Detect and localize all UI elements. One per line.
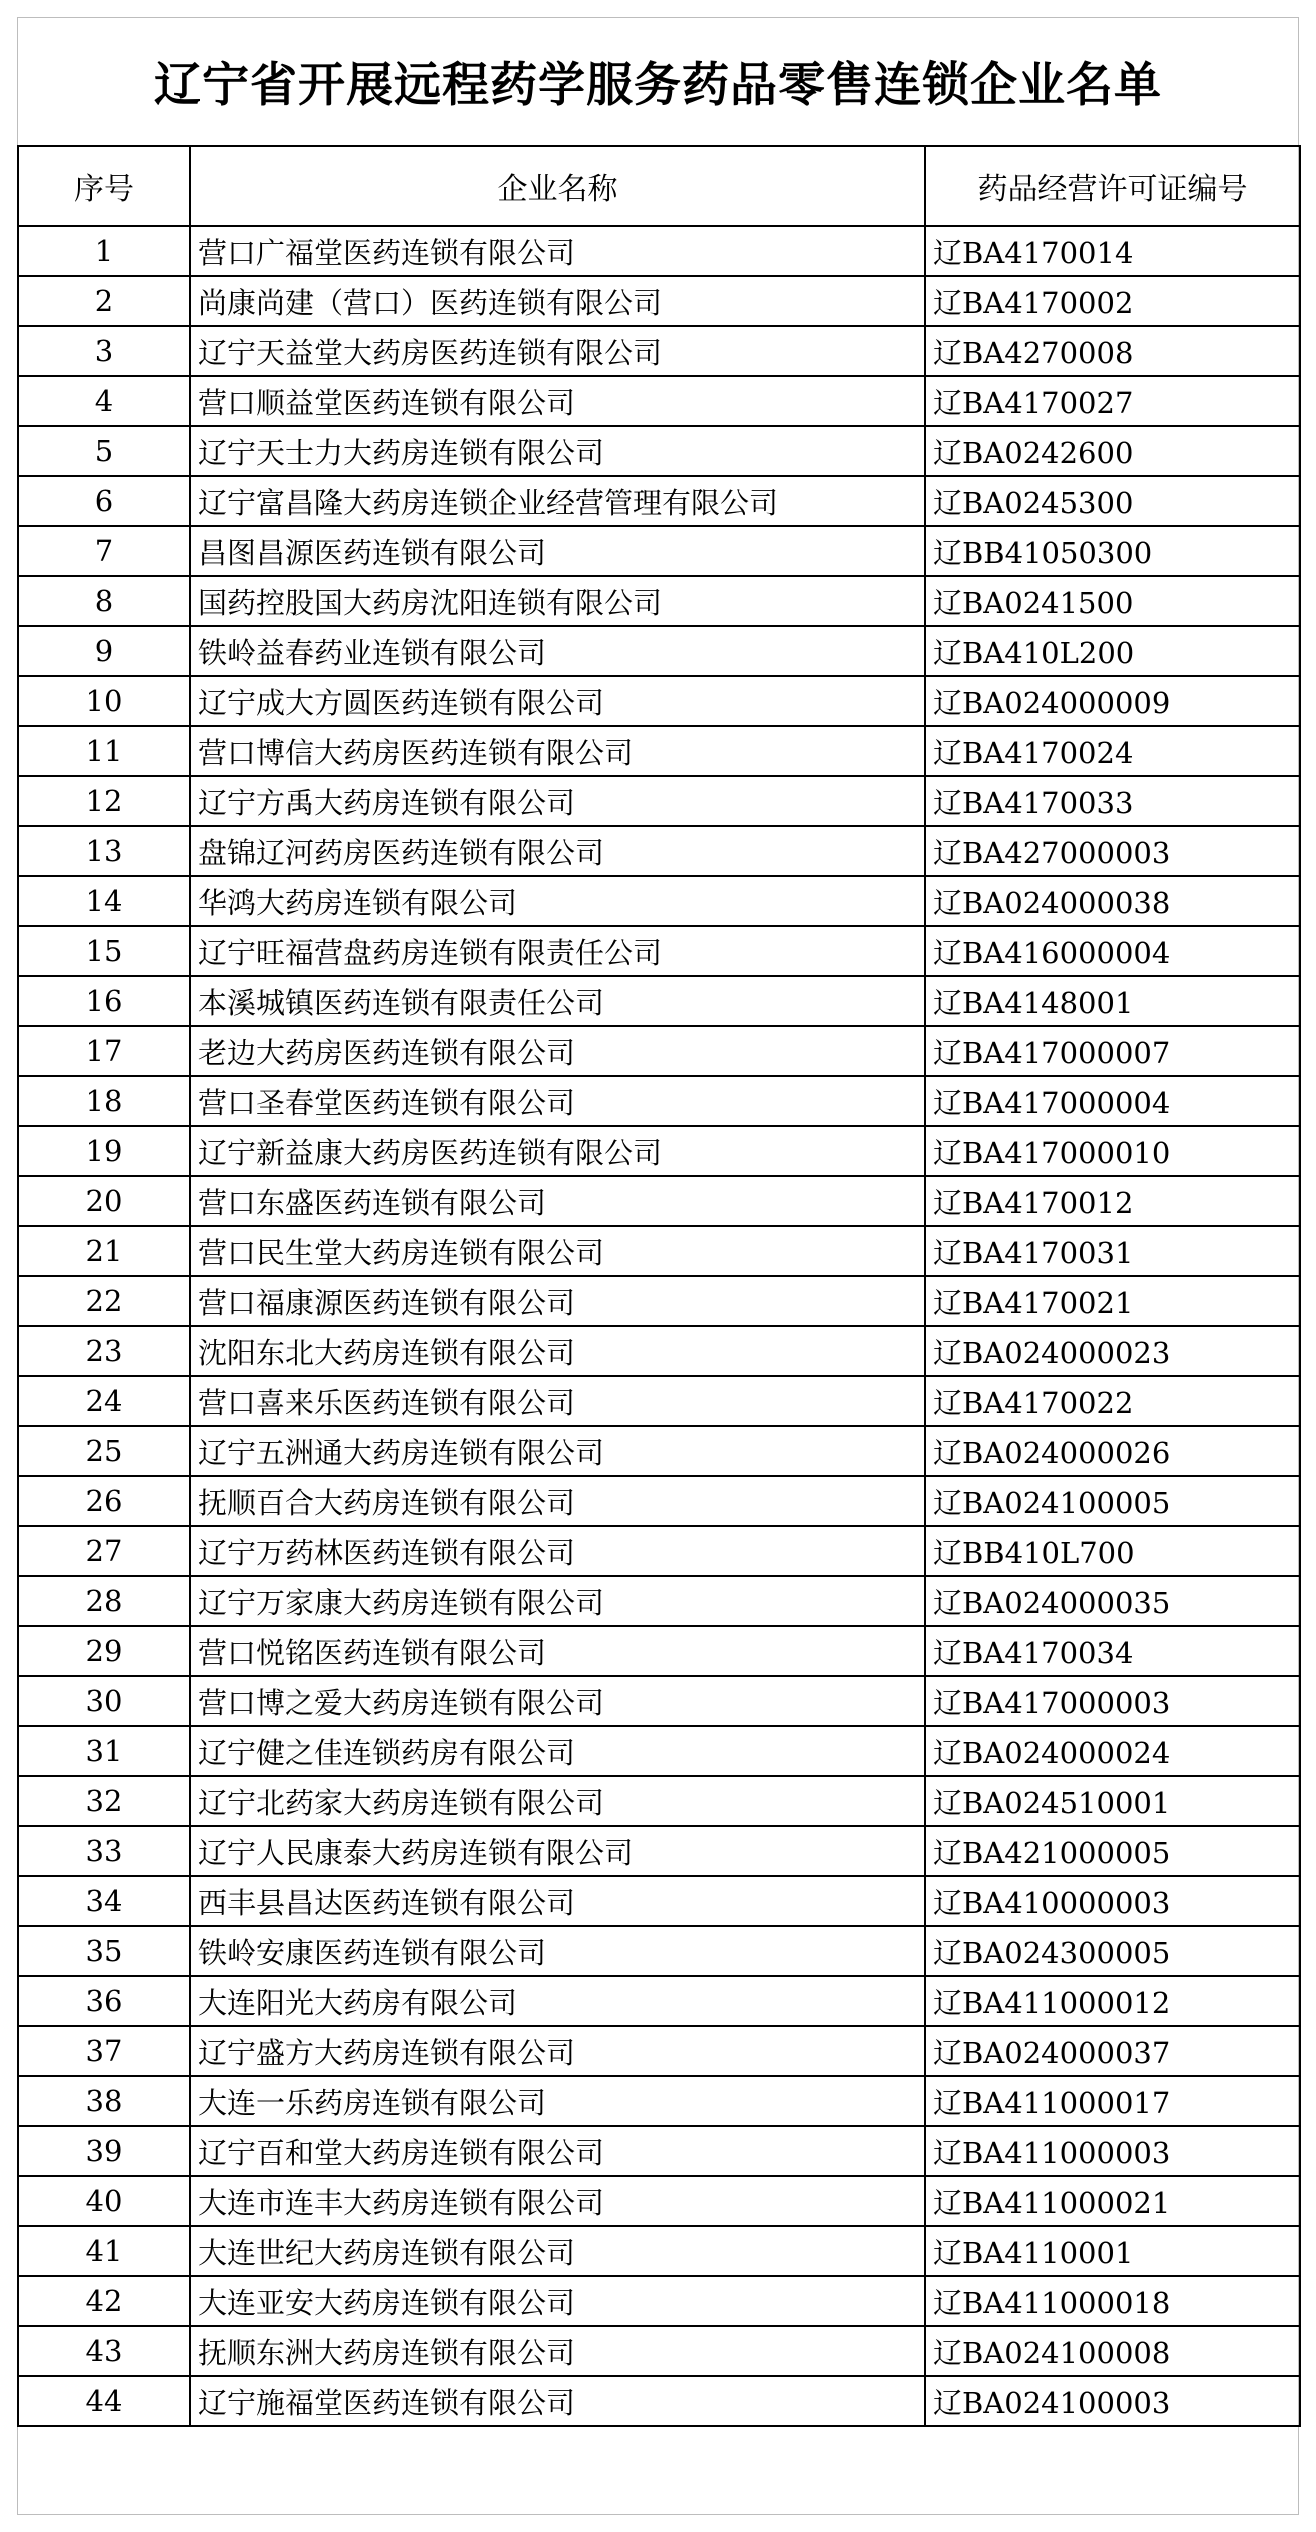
enterprise-name-cell: 辽宁万家康大药房连锁有限公司 xyxy=(190,1576,925,1626)
enterprise-name-cell: 营口顺益堂医药连锁有限公司 xyxy=(190,376,925,426)
enterprise-name-cell: 营口博之爱大药房连锁有限公司 xyxy=(190,1676,925,1726)
enterprise-name-cell: 铁岭益春药业连锁有限公司 xyxy=(190,626,925,676)
serial-number-cell: 32 xyxy=(18,1776,190,1826)
license-number-cell: 辽BA0241500 xyxy=(925,576,1300,626)
table-row xyxy=(18,2126,1300,2176)
enterprise-table xyxy=(17,145,1301,2427)
page-title: 辽宁省开展远程药学服务药品零售连锁企业名单 xyxy=(154,57,1162,113)
enterprise-name-cell: 大连亚安大药房连锁有限公司 xyxy=(190,2276,925,2326)
license-number-cell: 辽BA4170033 xyxy=(925,776,1300,826)
serial-number-cell: 22 xyxy=(18,1276,190,1326)
serial-number-cell: 6 xyxy=(18,476,190,526)
serial-number-cell: 1 xyxy=(18,226,190,276)
enterprise-name-cell: 营口东盛医药连锁有限公司 xyxy=(190,1176,925,1226)
serial-number-cell: 3 xyxy=(18,326,190,376)
serial-number-cell: 31 xyxy=(18,1726,190,1776)
license-number-cell: 辽BA4170002 xyxy=(925,276,1300,326)
license-number-cell: 辽BA4170024 xyxy=(925,726,1300,776)
serial-number-cell: 29 xyxy=(18,1626,190,1676)
serial-number-cell: 24 xyxy=(18,1376,190,1426)
table-row xyxy=(18,876,1300,926)
serial-number-cell: 8 xyxy=(18,576,190,626)
enterprise-name-cell: 辽宁百和堂大药房连锁有限公司 xyxy=(190,2126,925,2176)
enterprise-name-cell: 抚顺东洲大药房连锁有限公司 xyxy=(190,2326,925,2376)
enterprise-name-cell: 沈阳东北大药房连锁有限公司 xyxy=(190,1326,925,1376)
license-number-cell: 辽BA416000004 xyxy=(925,926,1300,976)
table-row xyxy=(18,1576,1300,1626)
table-header-row xyxy=(18,146,1300,226)
serial-number-cell: 23 xyxy=(18,1326,190,1376)
table-row xyxy=(18,426,1300,476)
table-row xyxy=(18,2176,1300,2226)
table-row xyxy=(18,1426,1300,1476)
serial-number-cell: 39 xyxy=(18,2126,190,2176)
table-row xyxy=(18,1026,1300,1076)
license-number-cell: 辽BA421000005 xyxy=(925,1826,1300,1876)
table-row xyxy=(18,1476,1300,1526)
header-license-number: 药品经营许可证编号 xyxy=(925,146,1300,226)
table-row xyxy=(18,2076,1300,2126)
enterprise-name-cell: 西丰县昌达医药连锁有限公司 xyxy=(190,1876,925,1926)
enterprise-name-cell: 辽宁天士力大药房连锁有限公司 xyxy=(190,426,925,476)
enterprise-name-cell: 辽宁健之佳连锁药房有限公司 xyxy=(190,1726,925,1776)
license-number-cell: 辽BA024000035 xyxy=(925,1576,1300,1626)
table-row xyxy=(18,2226,1300,2276)
license-number-cell: 辽BA0242600 xyxy=(925,426,1300,476)
enterprise-name-cell: 盘锦辽河药房医药连锁有限公司 xyxy=(190,826,925,876)
table-row xyxy=(18,1626,1300,1676)
license-number-cell: 辽BA4170031 xyxy=(925,1226,1300,1276)
enterprise-name-cell: 营口喜来乐医药连锁有限公司 xyxy=(190,1376,925,1426)
serial-number-cell: 18 xyxy=(18,1076,190,1126)
serial-number-cell: 4 xyxy=(18,376,190,426)
enterprise-name-cell: 昌图昌源医药连锁有限公司 xyxy=(190,526,925,576)
serial-number-cell: 38 xyxy=(18,2076,190,2126)
header-serial-number: 序号 xyxy=(18,146,190,226)
serial-number-cell: 40 xyxy=(18,2176,190,2226)
table-row xyxy=(18,1176,1300,1226)
table-row xyxy=(18,1226,1300,1276)
serial-number-cell: 10 xyxy=(18,676,190,726)
serial-number-cell: 5 xyxy=(18,426,190,476)
enterprise-name-cell: 辽宁成大方圆医药连锁有限公司 xyxy=(190,676,925,726)
enterprise-name-cell: 辽宁施福堂医药连锁有限公司 xyxy=(190,2376,925,2426)
serial-number-cell: 7 xyxy=(18,526,190,576)
license-number-cell: 辽BA024300005 xyxy=(925,1926,1300,1976)
serial-number-cell: 41 xyxy=(18,2226,190,2276)
serial-number-cell: 20 xyxy=(18,1176,190,1226)
enterprise-name-cell: 抚顺百合大药房连锁有限公司 xyxy=(190,1476,925,1526)
license-number-cell: 辽BA411000017 xyxy=(925,2076,1300,2126)
license-number-cell: 辽BA0245300 xyxy=(925,476,1300,526)
serial-number-cell: 21 xyxy=(18,1226,190,1276)
enterprise-name-cell: 辽宁万药林医药连锁有限公司 xyxy=(190,1526,925,1576)
license-number-cell: 辽BA024000009 xyxy=(925,676,1300,726)
license-number-cell: 辽BA024100008 xyxy=(925,2326,1300,2376)
table-row xyxy=(18,926,1300,976)
enterprise-name-cell: 辽宁人民康泰大药房连锁有限公司 xyxy=(190,1826,925,1876)
enterprise-name-cell: 辽宁新益康大药房医药连锁有限公司 xyxy=(190,1126,925,1176)
enterprise-name-cell: 营口悦铭医药连锁有限公司 xyxy=(190,1626,925,1676)
serial-number-cell: 15 xyxy=(18,926,190,976)
enterprise-name-cell: 辽宁五洲通大药房连锁有限公司 xyxy=(190,1426,925,1476)
table-row xyxy=(18,1276,1300,1326)
header-enterprise-name: 企业名称 xyxy=(190,146,925,226)
enterprise-name-cell: 铁岭安康医药连锁有限公司 xyxy=(190,1926,925,1976)
license-number-cell: 辽BA417000004 xyxy=(925,1076,1300,1126)
license-number-cell: 辽BA411000012 xyxy=(925,1976,1300,2026)
table-row xyxy=(18,2326,1300,2376)
license-number-cell: 辽BA4170022 xyxy=(925,1376,1300,1426)
table-row xyxy=(18,526,1300,576)
license-number-cell: 辽BA4170021 xyxy=(925,1276,1300,1326)
license-number-cell: 辽BA411000018 xyxy=(925,2276,1300,2326)
license-number-cell: 辽BA417000010 xyxy=(925,1126,1300,1176)
enterprise-name-cell: 大连市连丰大药房连锁有限公司 xyxy=(190,2176,925,2226)
license-number-cell: 辽BA4170034 xyxy=(925,1626,1300,1676)
enterprise-name-cell: 辽宁盛方大药房连锁有限公司 xyxy=(190,2026,925,2076)
table-row xyxy=(18,1326,1300,1376)
license-number-cell: 辽BA417000003 xyxy=(925,1676,1300,1726)
enterprise-name-cell: 本溪城镇医药连锁有限责任公司 xyxy=(190,976,925,1026)
serial-number-cell: 26 xyxy=(18,1476,190,1526)
serial-number-cell: 11 xyxy=(18,726,190,776)
license-number-cell: 辽BA024510001 xyxy=(925,1776,1300,1826)
serial-number-cell: 30 xyxy=(18,1676,190,1726)
table-row xyxy=(18,1826,1300,1876)
table-row xyxy=(18,276,1300,326)
table-row xyxy=(18,226,1300,276)
enterprise-name-cell: 辽宁天益堂大药房医药连锁有限公司 xyxy=(190,326,925,376)
enterprise-name-cell: 大连世纪大药房连锁有限公司 xyxy=(190,2226,925,2276)
table-row xyxy=(18,626,1300,676)
serial-number-cell: 25 xyxy=(18,1426,190,1476)
enterprise-name-cell: 营口博信大药房医药连锁有限公司 xyxy=(190,726,925,776)
serial-number-cell: 17 xyxy=(18,1026,190,1076)
serial-number-cell: 37 xyxy=(18,2026,190,2076)
license-number-cell: 辽BA4170012 xyxy=(925,1176,1300,1226)
enterprise-name-cell: 尚康尚建（营口）医药连锁有限公司 xyxy=(190,276,925,326)
serial-number-cell: 27 xyxy=(18,1526,190,1576)
license-number-cell: 辽BA4148001 xyxy=(925,976,1300,1026)
license-number-cell: 辽BA024000037 xyxy=(925,2026,1300,2076)
serial-number-cell: 35 xyxy=(18,1926,190,1976)
serial-number-cell: 16 xyxy=(18,976,190,1026)
license-number-cell: 辽BB41050300 xyxy=(925,526,1300,576)
serial-number-cell: 34 xyxy=(18,1876,190,1926)
enterprise-name-cell: 老边大药房医药连锁有限公司 xyxy=(190,1026,925,1076)
license-number-cell: 辽BB410L700 xyxy=(925,1526,1300,1576)
table-row xyxy=(18,2026,1300,2076)
table-row xyxy=(18,1976,1300,2026)
table-row xyxy=(18,326,1300,376)
serial-number-cell: 13 xyxy=(18,826,190,876)
license-number-cell: 辽BA411000003 xyxy=(925,2126,1300,2176)
table-row xyxy=(18,776,1300,826)
license-number-cell: 辽BA4270008 xyxy=(925,326,1300,376)
table-row xyxy=(18,1776,1300,1826)
license-number-cell: 辽BA427000003 xyxy=(925,826,1300,876)
license-number-cell: 辽BA410000003 xyxy=(925,1876,1300,1926)
table-row xyxy=(18,976,1300,1026)
enterprise-name-cell: 营口民生堂大药房连锁有限公司 xyxy=(190,1226,925,1276)
table-row xyxy=(18,1126,1300,1176)
license-number-cell: 辽BA411000021 xyxy=(925,2176,1300,2226)
table-row xyxy=(18,1676,1300,1726)
serial-number-cell: 44 xyxy=(18,2376,190,2426)
enterprise-name-cell: 营口圣春堂医药连锁有限公司 xyxy=(190,1076,925,1126)
table-row xyxy=(18,2376,1300,2426)
table-row xyxy=(18,826,1300,876)
enterprise-name-cell: 华鸿大药房连锁有限公司 xyxy=(190,876,925,926)
table-row xyxy=(18,476,1300,526)
serial-number-cell: 33 xyxy=(18,1826,190,1876)
serial-number-cell: 36 xyxy=(18,1976,190,2026)
table-row xyxy=(18,1376,1300,1426)
table-row xyxy=(18,376,1300,426)
enterprise-name-cell: 营口福康源医药连锁有限公司 xyxy=(190,1276,925,1326)
license-number-cell: 辽BA4170014 xyxy=(925,226,1300,276)
enterprise-name-cell: 辽宁富昌隆大药房连锁企业经营管理有限公司 xyxy=(190,476,925,526)
table-row xyxy=(18,1076,1300,1126)
table-row xyxy=(18,1726,1300,1776)
serial-number-cell: 28 xyxy=(18,1576,190,1626)
enterprise-name-cell: 国药控股国大药房沈阳连锁有限公司 xyxy=(190,576,925,626)
license-number-cell: 辽BA4110001 xyxy=(925,2226,1300,2276)
serial-number-cell: 43 xyxy=(18,2326,190,2376)
enterprise-name-cell: 辽宁旺福营盘药房连锁有限责任公司 xyxy=(190,926,925,976)
serial-number-cell: 12 xyxy=(18,776,190,826)
table-row xyxy=(18,576,1300,626)
enterprise-name-cell: 营口广福堂医药连锁有限公司 xyxy=(190,226,925,276)
serial-number-cell: 42 xyxy=(18,2276,190,2326)
table-row xyxy=(18,1876,1300,1926)
table-row xyxy=(18,726,1300,776)
license-number-cell: 辽BA417000007 xyxy=(925,1026,1300,1076)
serial-number-cell: 14 xyxy=(18,876,190,926)
license-number-cell: 辽BA4170027 xyxy=(925,376,1300,426)
enterprise-name-cell: 辽宁方禹大药房连锁有限公司 xyxy=(190,776,925,826)
table-row xyxy=(18,2276,1300,2326)
enterprise-name-cell: 辽宁北药家大药房连锁有限公司 xyxy=(190,1776,925,1826)
license-number-cell: 辽BA024000038 xyxy=(925,876,1300,926)
license-number-cell: 辽BA410L200 xyxy=(925,626,1300,676)
table-row xyxy=(18,1926,1300,1976)
license-number-cell: 辽BA024100003 xyxy=(925,2376,1300,2426)
serial-number-cell: 19 xyxy=(18,1126,190,1176)
license-number-cell: 辽BA024000023 xyxy=(925,1326,1300,1376)
table-body xyxy=(18,226,1300,2426)
serial-number-cell: 2 xyxy=(18,276,190,326)
license-number-cell: 辽BA024000026 xyxy=(925,1426,1300,1476)
table-row xyxy=(18,676,1300,726)
table-row xyxy=(18,1526,1300,1576)
license-number-cell: 辽BA024100005 xyxy=(925,1476,1300,1526)
license-number-cell: 辽BA024000024 xyxy=(925,1726,1300,1776)
serial-number-cell: 9 xyxy=(18,626,190,676)
enterprise-name-cell: 大连阳光大药房有限公司 xyxy=(190,1976,925,2026)
enterprise-name-cell: 大连一乐药房连锁有限公司 xyxy=(190,2076,925,2126)
